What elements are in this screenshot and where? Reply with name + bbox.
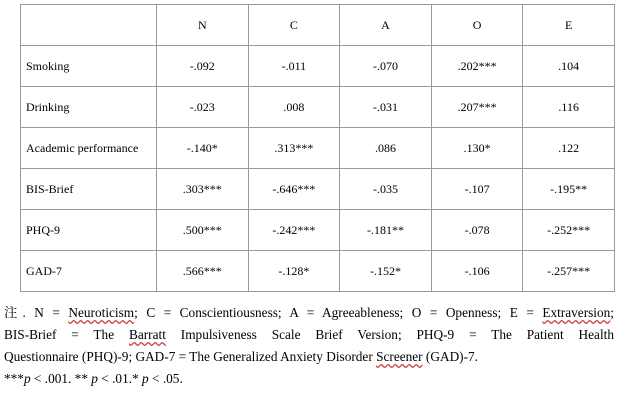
table-cell: -.140*	[157, 128, 249, 169]
table-cell: .500***	[157, 210, 249, 251]
table-cell: .202***	[431, 46, 523, 87]
header-cell-blank	[21, 5, 157, 46]
row-label: Academic performance	[21, 128, 157, 169]
table-cell: .303***	[157, 169, 249, 210]
row-label: BIS-Brief	[21, 169, 157, 210]
table-cell: -.195**	[523, 169, 615, 210]
table-cell: -.078	[431, 210, 523, 251]
table-cell: .313***	[248, 128, 340, 169]
table-cell: .116	[523, 87, 615, 128]
table-cell: -.092	[157, 46, 249, 87]
note-text: ;	[610, 305, 614, 320]
table-cell: .566***	[157, 251, 249, 292]
note-text: < .01.*	[97, 371, 143, 386]
note-term-neuroticism: Neuroticism	[68, 305, 135, 320]
table-row	[21, 210, 615, 251]
correlation-table	[20, 4, 615, 292]
table-cell: .104	[523, 46, 615, 87]
note-term-barratt: Barratt	[128, 327, 166, 342]
row-label: GAD-7	[21, 251, 157, 292]
header-cell-n: N	[157, 5, 249, 46]
table-cell: -.011	[248, 46, 340, 87]
row-label: Smoking	[21, 46, 157, 87]
table-cell: .008	[248, 87, 340, 128]
table-row	[21, 128, 615, 169]
table-cell: -.070	[340, 46, 432, 87]
table-cell: .207***	[431, 87, 523, 128]
table-row	[21, 251, 615, 292]
table-cell: -.128*	[248, 251, 340, 292]
header-cell-o: O	[431, 5, 523, 46]
note-text: (GAD)-7.	[422, 349, 478, 364]
note-text: 注. N =	[4, 305, 69, 320]
table-cell: -.106	[431, 251, 523, 292]
p-symbol: p	[142, 371, 149, 386]
table-row	[21, 46, 615, 87]
table-cell: -.252***	[523, 210, 615, 251]
header-cell-a: A	[340, 5, 432, 46]
note-text: ***	[4, 371, 24, 386]
note-text: < .05.	[148, 371, 183, 386]
note-text: Questionnaire (PHQ)-9; GAD-7 = The Generalized Anxiety Disorder	[4, 349, 377, 364]
note-text: < .001. **	[30, 371, 92, 386]
table-cell: -.181**	[340, 210, 432, 251]
p-symbol: p	[23, 371, 31, 386]
table-cell: -.152*	[340, 251, 432, 292]
table-cell: -.023	[157, 87, 249, 128]
table-cell: -.646***	[248, 169, 340, 210]
note-text: ; C = Conscientiousness; A = Agreeableness; O = Openness; E =	[134, 305, 543, 320]
table-note-line-2	[4, 324, 614, 346]
header-cell-e: E	[523, 5, 615, 46]
table-cell: .130*	[431, 128, 523, 169]
table-header-row	[21, 5, 615, 46]
table-cell: .086	[340, 128, 432, 169]
row-label: PHQ-9	[21, 210, 157, 251]
table-row	[21, 87, 615, 128]
table-cell: .122	[523, 128, 615, 169]
table-note-line-1	[4, 302, 614, 324]
header-cell-c: C	[248, 5, 340, 46]
note-text: Impulsiveness Scale Brief Version; PHQ-9 = The Patient Health	[165, 327, 614, 342]
table-cell: -.107	[431, 169, 523, 210]
significance-legend	[4, 368, 183, 390]
table-cell: -.031	[340, 87, 432, 128]
note-text: BIS-Brief = The	[4, 327, 129, 342]
table-note-line-3	[4, 346, 478, 368]
row-label: Drinking	[21, 87, 157, 128]
table-cell: -.257***	[523, 251, 615, 292]
note-term-screener: Screener	[376, 349, 423, 364]
table-cell: -.035	[340, 169, 432, 210]
note-term-extraversion: Extraversion	[542, 305, 611, 320]
table-cell: -.242***	[248, 210, 340, 251]
p-symbol: p	[91, 371, 98, 386]
table-row	[21, 169, 615, 210]
